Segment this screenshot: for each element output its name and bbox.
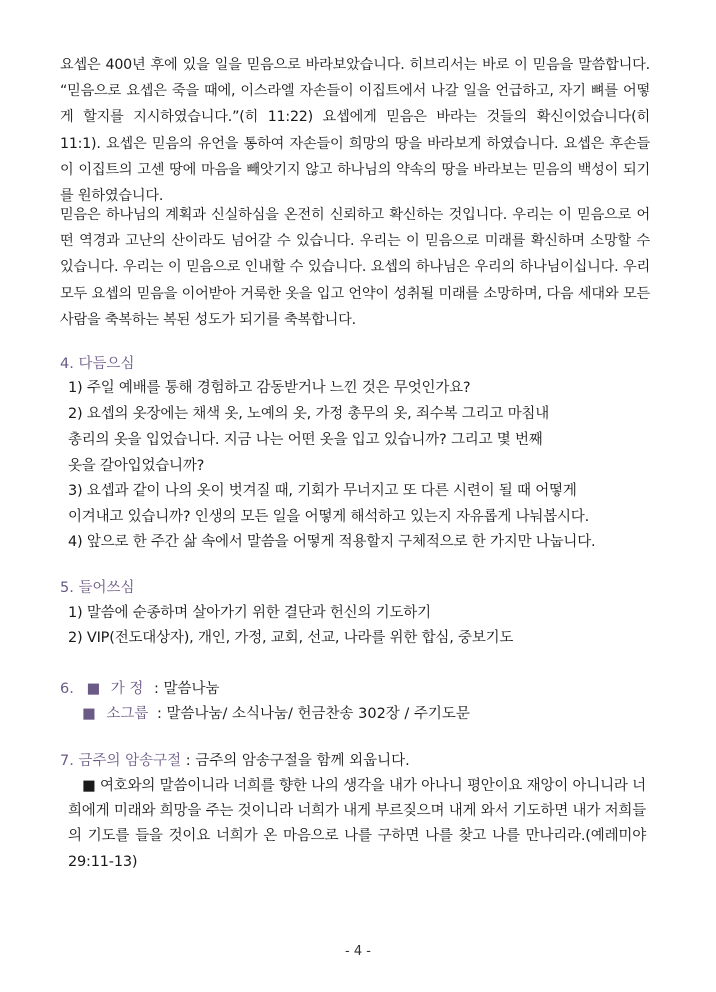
square-bullet-icon: ■ (82, 706, 96, 722)
section-6-group-row (82, 702, 470, 726)
body-paragraph-1: 요셉은 400년 후에 있을 일을 믿음으로 바라보았습니다. 히브리서는 바로 이 믿음을 말씀합니다. “믿음으로 요셉은 죽을 때에, 이스라엘 자손들이 이집트에서 나갈 일을 언급하고, 자기 뼈를 어떻게 할지를 지시하였습니다.”(히 11:22) 요셉에게 믿음은 바라는 것들의 확신이었습니다(히 11:1). 요셉은 믿음의 유언을 통하여 자손들이 희망의 땅을 바라보게 하였습니다. 요셉은 후손들이 이집트의 고센 땅에 마음을 빼앗기지 않고 하나님의 약속의 땅을 바라보는 믿음의 백성이 되기를 원하였습니다. (60, 57, 650, 205)
memory-verse-text: 여호와의 말씀이니라 너희를 향한 나의 생각을 내가 아나니 평안이요 재앙이 아니니라 너희에게 미래와 희망을 주는 것이니라 너희가 내게 부르짖으며 내게 와서 기도하면 내가 저희들의 기도를 들을 것이요 너희가 온 마음으로 나를 구하면 나를 찾고 나를 만나리라.(예레미야 29:11-13) (68, 778, 646, 870)
home-label: 가 정 (110, 681, 144, 697)
section-7-intro: : 금주의 암송구절을 함께 외웁니다. (181, 753, 410, 769)
square-bullet-icon: ■ (82, 778, 96, 794)
question-2-line-3: 옷을 갈아입었습니까? (68, 458, 205, 474)
section-7-title: 7. 금주의 암송구절 (60, 753, 182, 769)
question-2-line-2: 총리의 옷을 입었습니다. 지금 나는 어떤 옷을 입고 있습니까? 그리고 몇 번째 (68, 432, 543, 448)
home-value: : 말씀나눔 (154, 681, 220, 697)
question-3-line-2: 이겨내고 있습니까? 인생의 모든 일을 어떻게 해석하고 있는지 자유롭게 나눠봅시다. (68, 509, 590, 525)
section-6-number: 6. (60, 681, 74, 697)
group-label: 소그룹 (106, 706, 149, 722)
prayer-item-2: 2) VIP(전도대상자), 개인, 가정, 교회, 선교, 나라를 위한 합심, 중보기도 (68, 630, 514, 646)
question-2-line-1: 2) 요셉의 옷장에는 채색 옷, 노예의 옷, 가정 총무의 옷, 죄수복 그리고 마침내 (68, 406, 550, 422)
memory-verse (68, 774, 646, 875)
group-value: : 말씀나눔/ 소식나눔/ 헌금찬송 302장 / 주기도문 (156, 706, 470, 722)
question-4: 4) 앞으로 한 주간 삶 속에서 말씀을 어떻게 적용할지 구체적으로 한 가지만 나눕니다. (68, 534, 596, 550)
question-3-line-1: 3) 요셉과 같이 나의 옷이 벗겨질 때, 기회가 무너지고 또 다른 시련이 될 때 어떻게 (68, 483, 577, 499)
section-5-heading: 5. 들어쓰심 (60, 580, 135, 596)
prayer-item-1: 1) 말씀에 순종하며 살아가기 위한 결단과 헌신의 기도하기 (68, 605, 431, 621)
section-4-heading: 4. 다듬으심 (60, 356, 135, 372)
square-bullet-icon: ■ (86, 681, 101, 697)
page-number: - 4 - (345, 944, 371, 959)
question-1: 1) 주일 예배를 통해 경험하고 감동받거나 느낀 것은 무엇인가요? (68, 380, 471, 396)
body-paragraph-2: 믿음은 하나님의 계획과 신실하심을 온전히 신뢰하고 확신하는 것입니다. 우리는 이 믿음으로 어떤 역경과 고난의 산이라도 넘어갈 수 있습니다. 우리는 이 믿음으로 미래를 확신하며 소망할 수 있습니다. 우리는 이 믿음으로 인내할 수 있습니다. 요셉의 하나님은 우리의 하나님이십니다. 우리 모두 요셉의 믿음을 이어받아 거룩한 옷을 입고 언약이 성취될 미래를 소망하며, 다음 세대와 모든 사람을 축복하는 복된 성도가 되기를 축복합니다. (60, 207, 650, 328)
section-7-heading-row (60, 749, 410, 773)
section-6-home-row (60, 677, 220, 701)
